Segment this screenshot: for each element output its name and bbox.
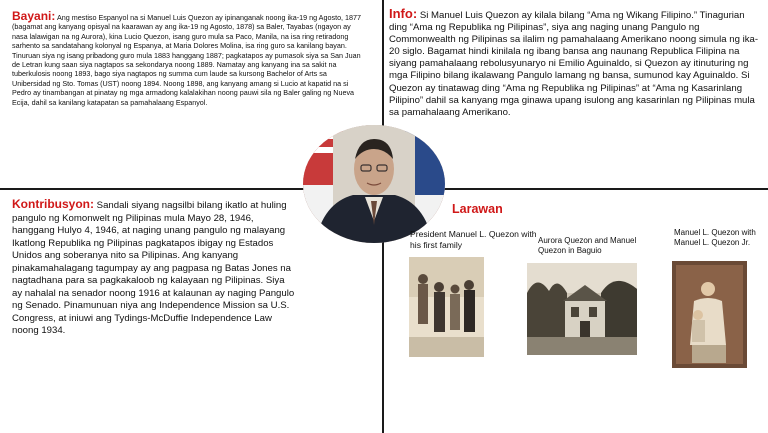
info-section — [389, 8, 761, 119]
family-photo — [409, 257, 484, 357]
photo-caption-family: President Manuel L. Quezon with his first family — [410, 229, 537, 250]
info-body: Si Manuel Luis Quezon ay kilala bilang “Ama ng Wikang Filipino.” Tinagurian ding “Ama ng Republika ng Pilipinas”, siya ang naging unang Pangulo ng Commonwealth ng Pilipinas sa ilalim ng pamahalaang Amerikano noong simula ng ika-20 siglo. Bagamat hindi kinilala ng ibang bansa ang naunang Republica Filipina na siyang pamahalaang rebolusyunaryo ni Emilio Aguinaldo, si Quezon ay itinuturing ng mga Filipino bilang ikalawang Pangulo lamang ng bansa, sumunod kay Aguinaldo. Si Quezon ay tinatawag ding “Ama ng Republika ng Pilipinas” at “Ama ng Kasarinlang Pilipino” dahil sa kanyang mga ginawa upang isulong ang kasarinlan ng Pilipinas mula sa pamahalaang Amerikano. — [389, 10, 759, 118]
bayani-heading: Bayani: — [12, 9, 56, 23]
bayani-body: Ang mestiso Espanyol na si Manuel Luis Quezon ay ipinanganak noong ika-19 ng Agosto, 1877 (bagamat ang kanyang opisyal na kaarawan ay ang ika-19 ng Agosto, 1878) sa Baler, Tayabas (ngayon ay nasa lalawigan na ng Aurora), kina Lucio Quezon, isang guro mula sa Paco, Manila, na isa ring retiradong sarhento sa sandatahang kolonyal ng Espanya, at Maria Dolores Molina, isa ring guro sa kanilang bayan. Tinuruan siya ng isang pribadong guro mula 1883 hanggang 1887; pagkatapos ay pumasok siya sa San Juan de Letran kung saan siya nagtapos sa sekondarya noong 1889. Namatay ang kanyang ina sa sakit na tuberkulosis noong 1893, bago siya nagtapos ng summa cum laude sa kursong Bachelor of Arts sa Unibersidad ng Sto. Tomas (UST) noong 1894. Noong 1898, ang kanyang amang si Lucio at kapatid na si Pedro ay tinambangan at pinatay ng mga armadong kalalakihan noong pauwi sila ng Baler galing ng Nueva Ecija, dahil sa kanilang katapatan sa pamahalaang Espanyol. — [12, 13, 362, 107]
father-son-photo — [672, 261, 747, 368]
kontribusyon-heading: Kontribusyon: — [12, 197, 94, 211]
bayani-section — [12, 9, 367, 107]
info-heading: Info: — [389, 6, 418, 21]
larawan-heading: Larawan — [452, 202, 503, 216]
photo-caption-junior: Manuel L. Quezon with Manuel L. Quezon Jr. — [674, 228, 756, 247]
photo-caption-baguio: Aurora Quezon and Manuel Quezon in Baguio — [538, 236, 637, 255]
baguio-house-photo — [527, 263, 637, 355]
quezon-portrait — [303, 125, 445, 243]
kontribusyon-body: Sandali siyang nagsilbi bilang ikatlo at huling pangulo ng Komonwelt ng Pilipinas mula Mayo 28, 1946, hanggang Hulyo 4, 1946, at naging unang pangulo ng malayang Ikatlong Republika ng Pilipinas pagkatapos ibigay ng Estados Unidos ang soberanya nito sa Pilipinas. Ang kanyang pinakamahalagang tagumpay ay ang pagpasa ng Batas Jones na nagtadhana para sa pagkakaloob ng kalayaan ng Pilipinas. Siya ay nahalal na senador noong 1916 at kalaunan ay naging Pangulo ng Senado. Pinamunuan niya ang Independence Mission sa U.S. Congress, at iniuwi ang Tydings-McDuffie Independence Law noong 1934. — [12, 200, 295, 336]
kontribusyon-section — [12, 198, 297, 338]
